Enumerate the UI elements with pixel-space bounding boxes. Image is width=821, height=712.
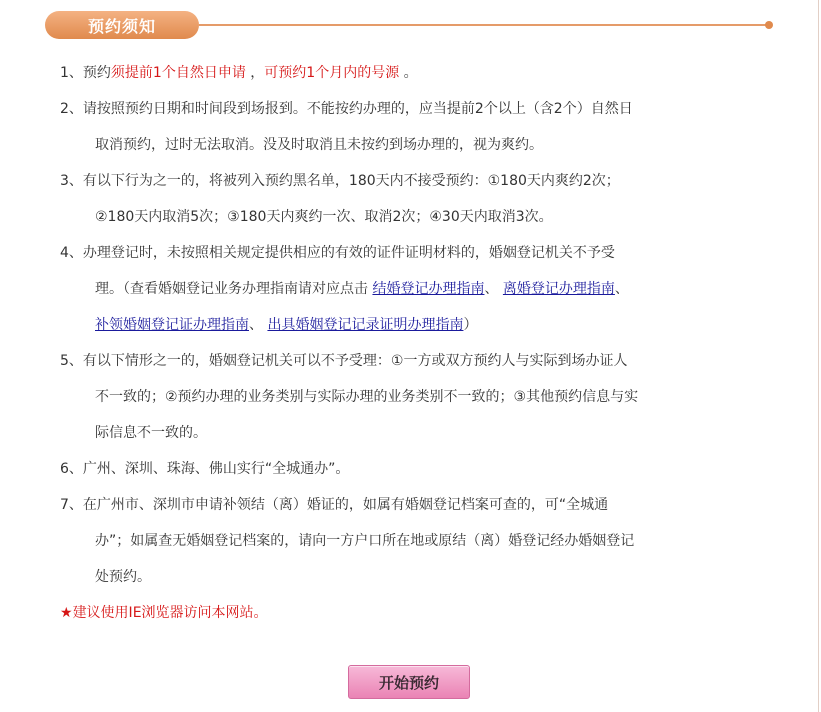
notice-item-7-line-1: 7、在广州市、深圳市申请补领结（离）婚证的，如属有婚姻登记档案可查的，可“全城通 <box>60 497 609 513</box>
ie-browser-note-text: 建议使用IE浏览器访问本网站。 <box>72 605 268 621</box>
divorce-registration-guide-link[interactable]: 离婚登记办理指南 <box>502 281 615 297</box>
notice-item-5-line-1: 5、有以下情形之一的，婚姻登记机关可以不予受理：①一方或双方预约人与实际到场办证人 <box>60 353 628 369</box>
notice-item-1-prefix: 1、预约 <box>60 65 111 81</box>
notice-item-5 <box>60 343 760 451</box>
section-title-tab <box>45 11 199 39</box>
notice-item-3-line-2: ②180天内取消5次；③180天内爽约一次、取消2次；④30天内取消3次。 <box>95 209 553 225</box>
header-divider-dot <box>765 21 773 29</box>
link-separator: 、 <box>484 281 503 297</box>
notice-item-2 <box>60 91 760 163</box>
notice-item-2-line-1: 2、请按照预约日期和时间段到场报到。不能按约办理的，应当提前2个以上（含2个）自然日 <box>60 101 633 117</box>
notice-item-3-line-1: 3、有以下行为之一的，将被列入预约黑名单，180天内不接受预约：①180天内爽约2次； <box>60 173 620 189</box>
notice-item-4-line-3 <box>60 307 760 343</box>
notice-list <box>60 55 760 631</box>
notice-item-2-line-2: 取消预约，过时无法取消。没及时取消且未按约到场办理的，视为爽约。 <box>95 137 543 153</box>
notice-item-7 <box>60 487 760 595</box>
notice-item-4-line-2 <box>60 271 760 307</box>
section-header <box>0 0 780 50</box>
notice-item-7-line-2: 办”；如属查无婚姻登记档案的，请向一方户口所在地或原结（离）婚登记经办婚姻登记 <box>95 533 635 549</box>
start-booking-button[interactable]: 开始预约 <box>348 665 470 699</box>
notice-item-4 <box>60 235 760 343</box>
ie-browser-note <box>60 595 760 631</box>
notice-item-6 <box>60 451 760 487</box>
header-divider-line <box>199 24 767 26</box>
registration-record-proof-guide-link[interactable]: 出具婚姻登记记录证明办理指南 <box>267 317 464 333</box>
booking-window-note: 可预约1个月内的号源 <box>264 65 400 81</box>
link-separator: 、 <box>249 317 268 333</box>
notice-item-1 <box>60 55 760 91</box>
ie-browser-note-line <box>60 595 760 631</box>
notice-item-1-line <box>60 55 760 91</box>
notice-item-1-separator: ， <box>245 65 265 81</box>
guide-intro-text: 理。（查看婚姻登记业务办理指南请对应点击 <box>95 281 373 297</box>
notice-item-1-suffix: 。 <box>399 65 418 81</box>
marriage-registration-guide-link[interactable]: 结婚登记办理指南 <box>372 281 485 297</box>
advance-day-requirement: 须提前1个自然日申请 <box>110 65 246 81</box>
notice-item-6-line-1: 6、广州、深圳、珠海、佛山实行“全城通办”。 <box>60 461 350 477</box>
notice-item-5-line-2: 不一致的；②预约办理的业务类别与实际办理的业务类别不一致的；③其他预约信息与实 <box>95 389 639 405</box>
section-title: 预约须知 <box>87 16 156 36</box>
notice-item-5-line-3: 际信息不一致的。 <box>95 425 207 441</box>
star-icon: ★ <box>60 605 73 621</box>
closing-parenthesis: ） <box>463 317 478 333</box>
right-border <box>818 0 819 712</box>
link-separator: 、 <box>614 281 629 297</box>
notice-item-4-line-1: 4、办理登记时，未按照相关规定提供相应的有效的证件证明材料的，婚姻登记机关不予受 <box>60 245 615 261</box>
certificate-reissue-guide-link[interactable]: 补领婚姻登记证办理指南 <box>95 317 249 333</box>
notice-item-7-line-3: 处预约。 <box>95 569 151 585</box>
notice-item-3 <box>60 163 760 235</box>
